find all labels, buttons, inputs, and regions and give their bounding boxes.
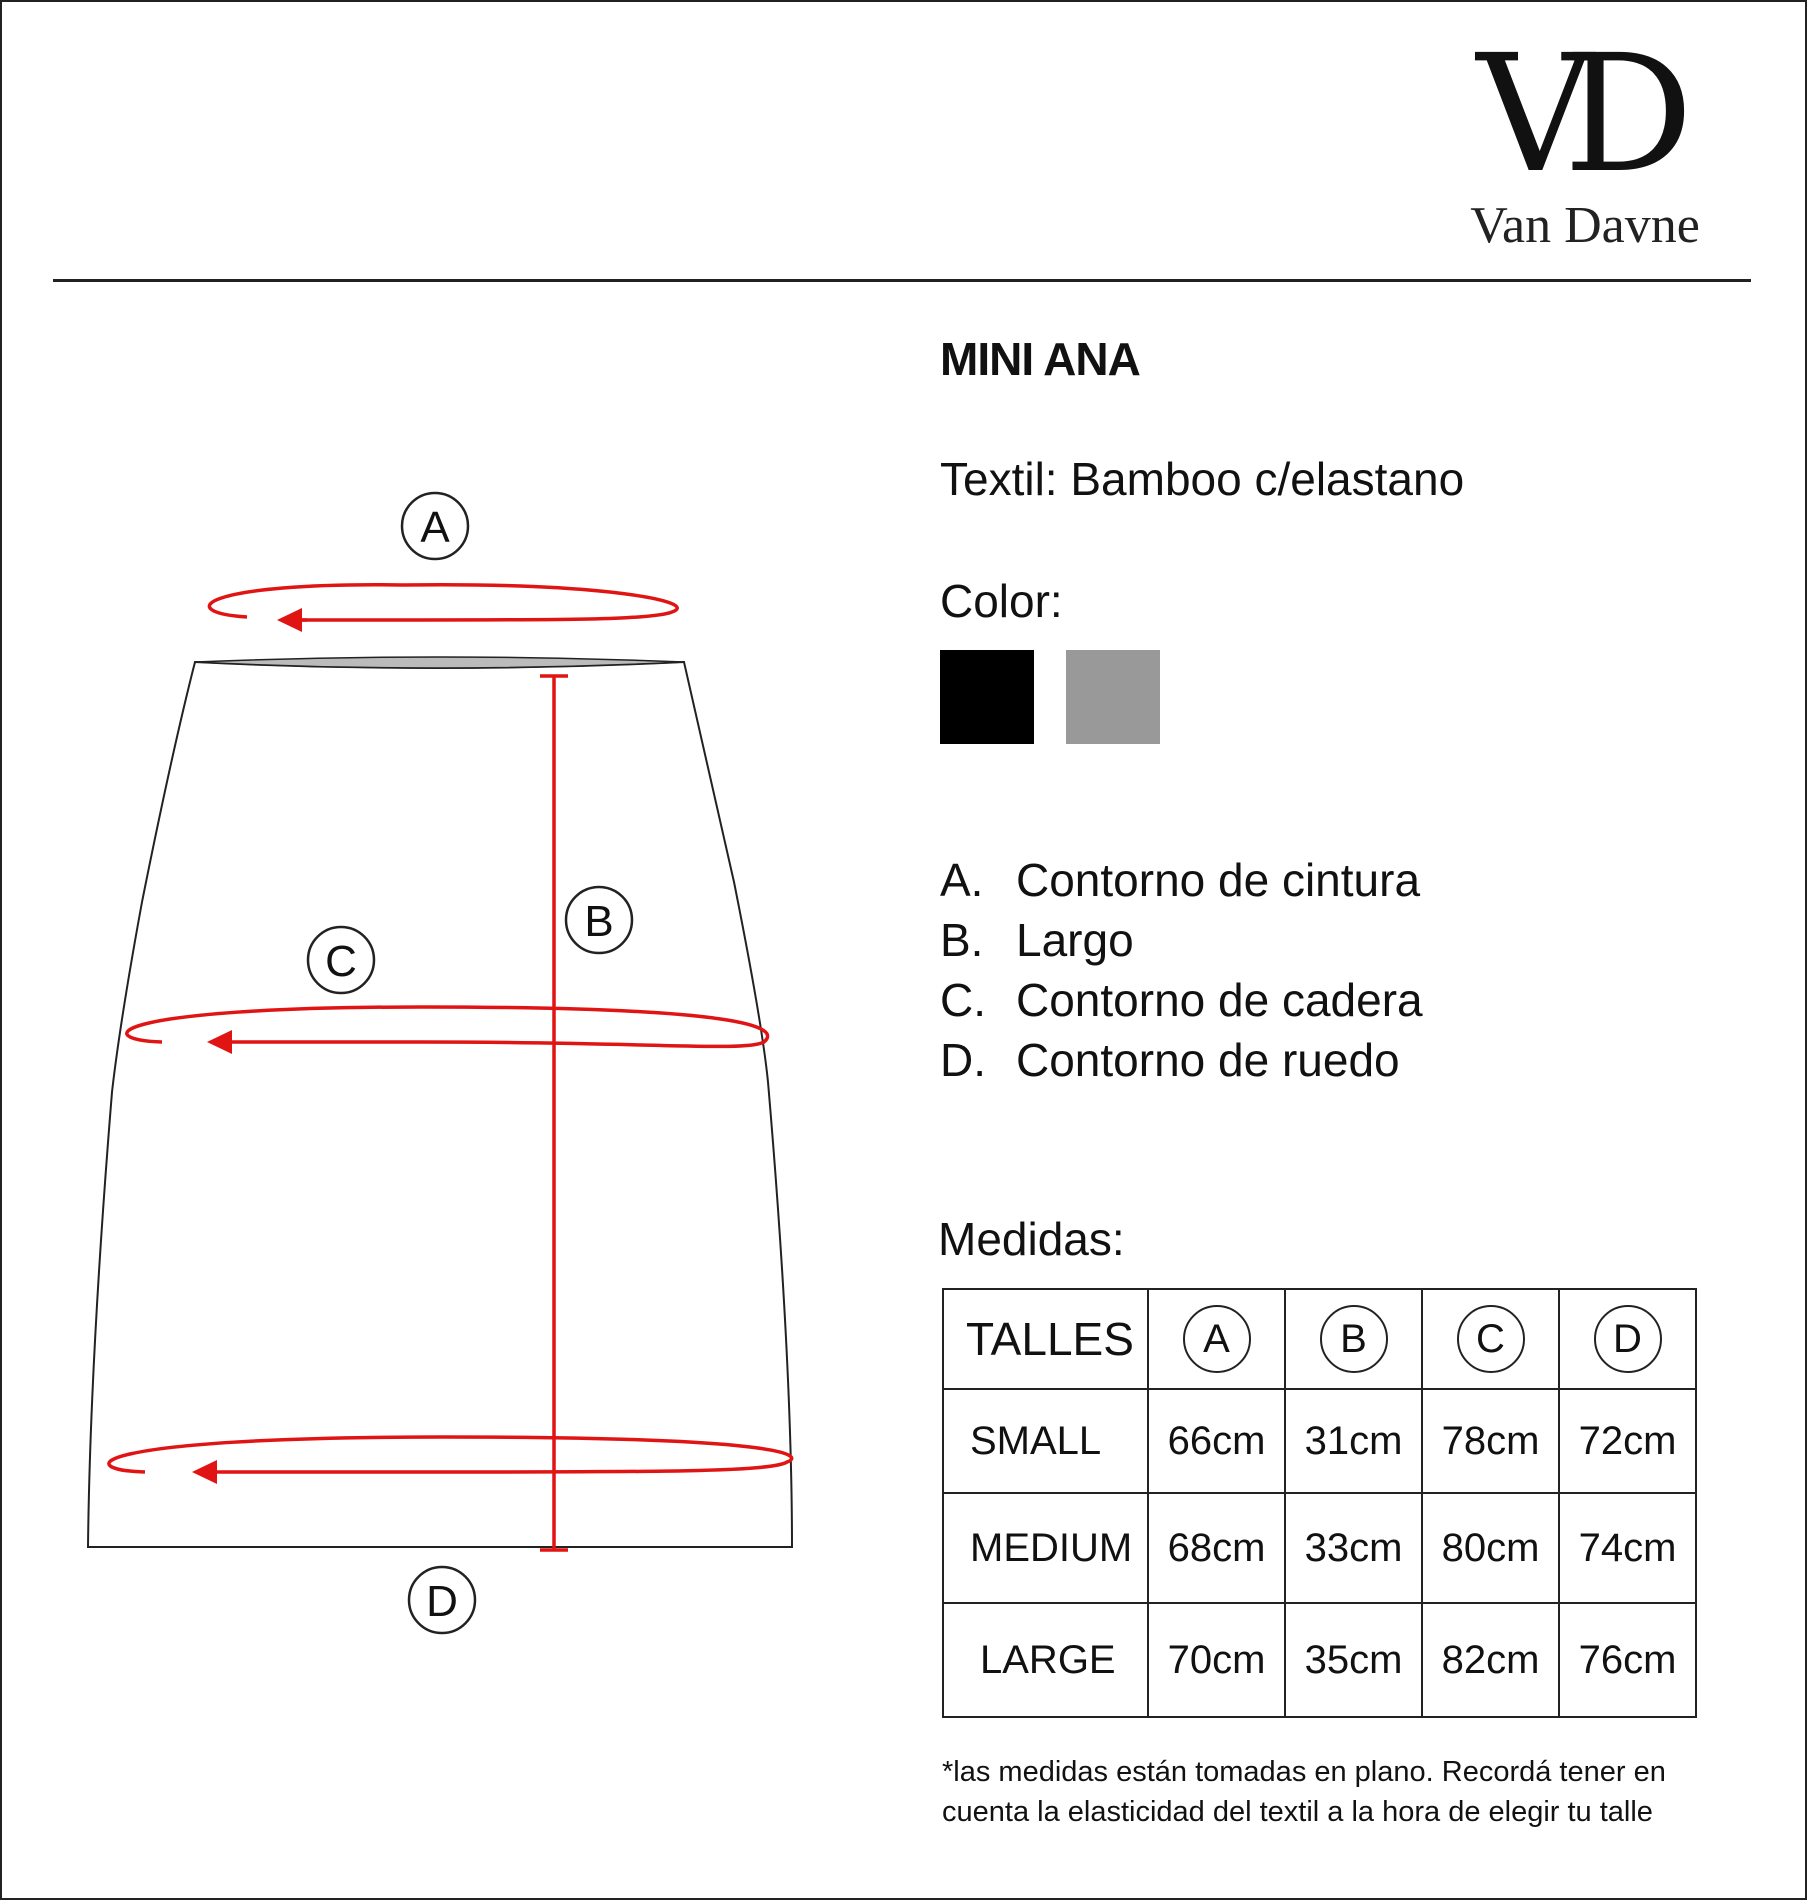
waist-measure-a [209,585,677,632]
table-cell: 31cm [1285,1389,1422,1493]
label-d [409,1567,475,1633]
skirt-outline [88,657,792,1547]
legend-letter: B. [940,914,984,966]
legend-letter: C. [940,974,986,1026]
legend-text: Contorno de cintura [1016,854,1421,906]
svg-text:D: D [426,1577,458,1626]
legend-item [940,910,1423,970]
footnote-line: *las medidas están tomadas en plano. Recordá tener en [942,1756,1666,1788]
brand-logo [1455,21,1715,256]
footnote-line: cuenta la elasticidad del textil a la hora de elegir tu talle [942,1796,1653,1828]
brand-name: Van Davne [1470,197,1700,254]
column-header-d: D [1559,1289,1696,1389]
legend-letter: D. [940,1034,986,1086]
legend-text: Largo [1016,914,1134,966]
textile-info: Textil: Bamboo c/elastano [940,453,1465,505]
size-name: MEDIUM [943,1493,1148,1603]
table-cell: 66cm [1148,1389,1285,1493]
legend-text: Contorno de cadera [1016,974,1423,1026]
color-swatch-gray[interactable] [1066,650,1160,744]
column-header-c: C [1422,1289,1559,1389]
table-cell: 74cm [1559,1493,1696,1603]
svg-text:A: A [420,503,450,552]
legend-item [940,970,1423,1030]
table-cell: 82cm [1422,1603,1559,1717]
legend-text: Contorno de ruedo [1016,1034,1400,1086]
legend-item [940,1030,1423,1090]
column-header-b: B [1285,1289,1422,1389]
table-row [943,1603,1696,1717]
size-name: LARGE [943,1603,1148,1717]
table-header-row [943,1289,1696,1389]
table-cell: 78cm [1422,1389,1559,1493]
table-row [943,1389,1696,1493]
label-a [402,493,468,559]
table-cell: 76cm [1559,1603,1696,1717]
column-header-a: A [1148,1289,1285,1389]
measurement-legend [940,850,1423,1090]
legend-item [940,850,1423,910]
product-title: MINI ANA [940,333,1140,385]
measurements-label: Medidas: [938,1213,1125,1265]
color-label: Color: [940,575,1063,627]
table-row [943,1493,1696,1603]
table-cell: 68cm [1148,1493,1285,1603]
label-c [308,927,374,993]
table-cell: 80cm [1422,1493,1559,1603]
table-cell: 33cm [1285,1493,1422,1603]
table-cell: 72cm [1559,1389,1696,1493]
header-divider [53,279,1751,282]
footnote [942,1752,1762,1832]
color-swatch-black[interactable] [940,650,1034,744]
logo-monogram: VD [1476,21,1664,209]
size-column-header: TALLES [943,1289,1148,1389]
legend-letter: A. [940,854,984,906]
color-swatches [940,650,1160,744]
size-name: SMALL [943,1389,1148,1493]
table-cell: 35cm [1285,1603,1422,1717]
skirt-diagram [2,462,822,1642]
label-b [566,887,632,953]
table-cell: 70cm [1148,1603,1285,1717]
svg-text:C: C [325,937,357,986]
svg-text:B: B [584,897,614,946]
size-table [942,1288,1697,1718]
